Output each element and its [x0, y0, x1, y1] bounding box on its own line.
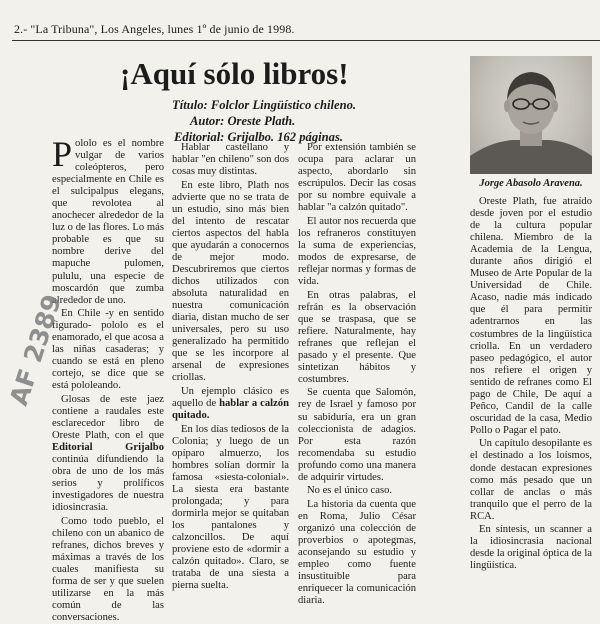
paragraph: Pololo es el nombre vulgar de varios coleópteros, pero especialmente en Chile es el sulcipalpus elegans, que revolotea al anochecer alrededor de la luz o de las flores. Lo más probable es que su nombre derive del mapuche pulomen, pululu, una especie de moscardón que zumba alrededor de uno.: [52, 134, 164, 306]
article-column-3: [298, 142, 416, 607]
paragraph: En los días tediosos de la Colonia; y luego de un opíparo almuerzo, los hombres solían dormir la famosa «siesta-colonial». La siesta era bastante prolongada; y para dormirla mejor se quitaban los pantalones y calzoncillos. De aquí proviene esto de «dormir a calzón quitado». Claro, se trataba de una siesta a pierna suelta.: [172, 423, 289, 592]
paragraph: Como todo pueblo, el chileno con un abanico de refranes, dichos breves y máximas a través de los cuales manifiesta su forma de ser y que suelen utilizarse en la más común de las conversaciones.: [52, 515, 164, 624]
archive-stamp: AF 2389: [4, 290, 68, 409]
phrase-highlight: hablar a calzón quitado.: [172, 397, 289, 422]
paragraph: En este libro, Plath nos advierte que no se trata de un estudio, sino más bien del intento de rescatar ciertos aspectos del habla que ayudarán a conocernos de mejor modo. Descubriremos que ciertos dichos utilizados con absoluta naturalidad en nuestra comunicación diaria, distan mucho de ser universales, pero su uso generalizado ha permitido que se les incorpore al arsenal de expresiones criollas.: [172, 179, 289, 384]
paragraph: Se cuenta que Salomón, rey de Israel y famoso por su sabiduría, era un gran coleccionista de adagios. Por esta razón recomendaba su estudio profundo como una manera de adquirir virtudes.: [298, 387, 416, 483]
drop-cap: P: [52, 134, 73, 174]
publisher-name: Editorial Grijalbo: [52, 442, 164, 454]
paragraph: En Chile -y en sentido figurado- pololo es el enamorado, el que acosa a las niñas casaderas; y cuando se está en pleno cortejo, se dice que se está pololeando.: [52, 308, 164, 392]
dateline: 2.- "La Tribuna", Los Angeles, lunes 1º de junio de 1998.: [14, 22, 295, 36]
photo-caption: Jorge Abasolo Aravena.: [479, 178, 583, 189]
paragraph: Un capítulo desopilante es el destinado a los loísmos, donde destacan expresiones como más pesado que un collar de anclas o más tranquilo que el perro de la RCA.: [470, 438, 592, 522]
paragraph: En otras palabras, el refrán es la observación que se traspasa, que se refiere. Naturalmente, hay refranes que reflejan el pasado y el presente. Que sintetizan hábitos y costumbres.: [298, 289, 416, 385]
book-publisher: Editorial: Grijalbo. 162 páginas.: [174, 130, 343, 144]
paragraph: Hablar castellano y hablar "en chileno" son dos cosas muy distintas.: [172, 142, 289, 178]
paragraph: Glosas de este jaez contiene a raudales este esclarecedor libro de Oreste Plath, con el que Editorial Grijalbo continúa difundiendo la obra de uno de los más serios y prolíficos investigadores de nuestra idiosincrasia.: [52, 393, 164, 514]
article-column-2: [172, 142, 289, 592]
paragraph: Oreste Plath, fue atraído desde joven por el estudio de la cultura popular chilena. Miembro de la Academia de la Lengua, durante años dirigió el Museo de Arte Popular de la Universidad de Chile. Acaso, nadie más indicado que él para permitir adentrarnos en las costumbres de la lingüística criolla. En un verdadero paseo pedagógico, el autor nos refiere el origen y sentido de refranes como El pago de Chile, De aquí a Peñco, Candil de la calle oscuridad de la casa, Medio Pollo o Pagar el pato.: [470, 196, 592, 436]
paragraph: No es el único caso.: [307, 485, 393, 497]
paragraph: En síntesis, un scanner a la idiosincrasia nacional desde la original óptica de la lingüística.: [470, 524, 592, 572]
paragraph: Un ejemplo clásico es aquello de hablar a calzón quitado.: [172, 385, 289, 422]
paragraph: La historia da cuenta que en Roma, Julio César organizó una colección de proverbios o apotegmas, aconsejando su estudio y empleo como fuente insustituible para enriquecer la comunicación diaria.: [298, 498, 416, 607]
header-rule: [12, 40, 600, 41]
headline: ¡Aquí sólo libros!: [120, 56, 349, 91]
book-title: Título: Folclor Lingüístico chileno.: [172, 98, 357, 112]
article-column-1: [52, 134, 164, 624]
paragraph: El autor nos recuerda que los refraneros constituyen la suma de experiencias, modos de expresarse, de reflejar normas y formas de vida.: [298, 215, 416, 288]
article-column-4: [470, 196, 592, 572]
portrait-image: [470, 56, 592, 174]
paragraph: Por extensión también se ocupa para aclarar un aspecto, abordarlo sin escrúpulos. Decir las cosas por su nombre equivale a hablar "a calzón quitado".: [298, 142, 416, 214]
book-author: Autor: Oreste Plath.: [190, 114, 296, 128]
author-photo: [470, 56, 592, 174]
